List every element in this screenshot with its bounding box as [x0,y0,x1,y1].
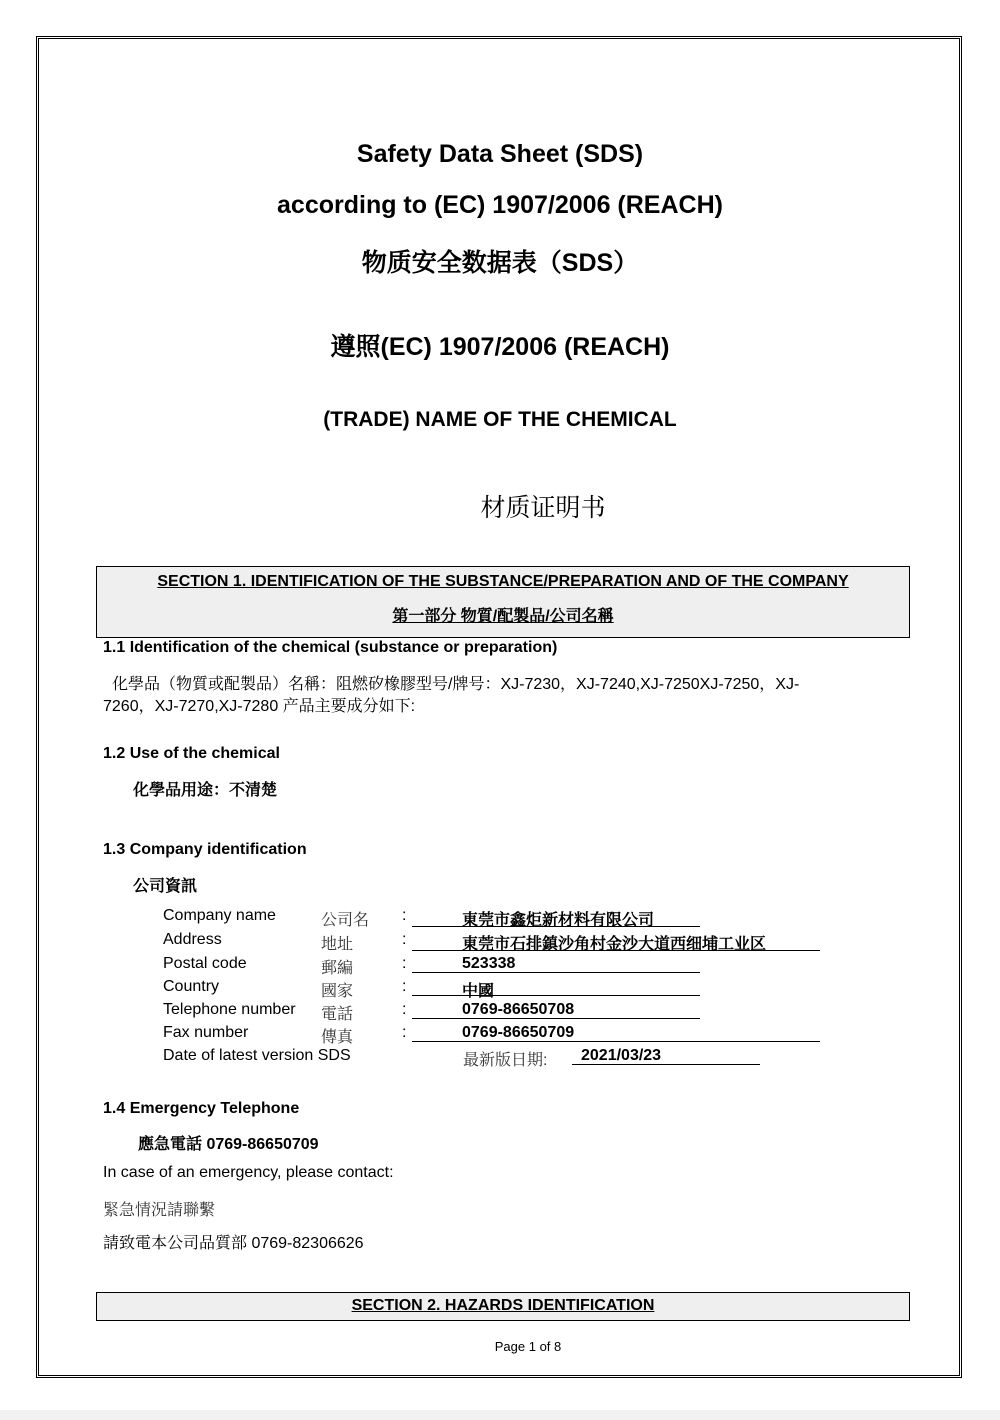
doc-title-line1: Safety Data Sheet (SDS) [356,140,644,168]
company-name-label-cn: 公司名 [321,912,370,929]
trade-name-heading: (TRADE) NAME OF THE CHEMICAL [323,408,677,431]
company-name-value: 東莞市鑫炬新材料有限公司 [462,912,655,929]
section1-header-box [96,566,910,638]
fax-label-cn: 傳真 [321,1029,354,1046]
s1-2-heading: 1.2 Use of the chemical [103,745,280,762]
trade-name-cn: 材质证明书 [480,494,606,522]
sds-date-underline [572,1064,760,1065]
postal-code-value: 523338 [462,955,516,972]
fax-underline [412,1041,820,1042]
section1-title-cn: 第一部分 物質/配製品/公司名稱 [392,608,614,625]
s1-1-heading: 1.1 Identification of the chemical (substance or preparation) [103,639,558,656]
country-label: Country [163,978,220,995]
address-label-cn: 地址 [321,936,354,953]
doc-title-line4: 遵照(EC) 1907/2006 (REACH) [330,333,670,361]
address-label: Address [163,931,222,948]
telephone-underline [412,1018,700,1019]
s1-2-use-text: 化學品用途：不清楚 [133,782,278,799]
postal-code-underline [412,972,700,973]
doc-title-line2: according to (EC) 1907/2006 (REACH) [277,191,723,219]
telephone-sep: : [402,1001,407,1018]
address-sep: : [402,931,407,948]
country-sep: : [402,978,407,995]
company-name-underline [412,926,700,927]
s1-1-line1: 化學品（物質或配製品）名稱：阻燃矽橡膠型号/牌号：XJ-7230，XJ-7240,XJ-7250XJ-7250，XJ- [112,676,800,693]
country-label-cn: 國家 [321,983,354,1000]
address-underline [412,950,820,951]
fax-label: Fax number [163,1024,249,1041]
country-value: 中國 [462,983,495,1000]
section2-title: SECTION 2. HAZARDS IDENTIFICATION [351,1297,655,1314]
fax-sep: : [402,1024,407,1041]
fax-value: 0769-86650709 [462,1024,575,1041]
sds-date-label: Date of latest version SDS [163,1047,351,1064]
s1-3-heading: 1.3 Company identification [103,841,307,858]
s1-4-heading: 1.4 Emergency Telephone [103,1100,300,1117]
telephone-label-cn: 電話 [321,1006,354,1023]
page-number: Page 1 of 8 [494,1339,562,1354]
company-name-label: Company name [163,907,276,924]
section1-title: SECTION 1. IDENTIFICATION OF THE SUBSTANCE/PREPARATION AND OF THE COMPANY [157,573,849,590]
s1-3-heading-cn: 公司資訊 [133,878,198,895]
country-underline [412,995,700,996]
s1-1-line2: 7260，XJ-7270,XJ-7280 产品主要成分如下: [103,698,416,715]
telephone-value: 0769-86650708 [462,1001,575,1018]
sds-date-label-cn: 最新版日期: [463,1052,548,1069]
company-name-sep: : [402,907,407,924]
address-value: 東莞市石排鎮沙角村金沙大道西细埔工业区 [462,936,767,953]
emergency-contact-en: In case of an emergency, please contact: [103,1164,394,1181]
postal-code-label-cn: 郵編 [321,960,354,977]
telephone-label: Telephone number [163,1001,296,1018]
doc-title-line3: 物质安全数据表（SDS） [361,249,639,277]
emergency-contact-phone: 請致電本公司品質部 0769-82306626 [103,1235,364,1252]
section2-header-box [96,1292,910,1321]
emergency-contact-cn: 緊急情況請聯繫 [103,1202,216,1219]
postal-code-sep: : [402,955,407,972]
emergency-phone-line: 應急電話 0769-86650709 [138,1136,319,1153]
sds-date-value: 2021/03/23 [581,1047,662,1064]
postal-code-label: Postal code [163,955,247,972]
